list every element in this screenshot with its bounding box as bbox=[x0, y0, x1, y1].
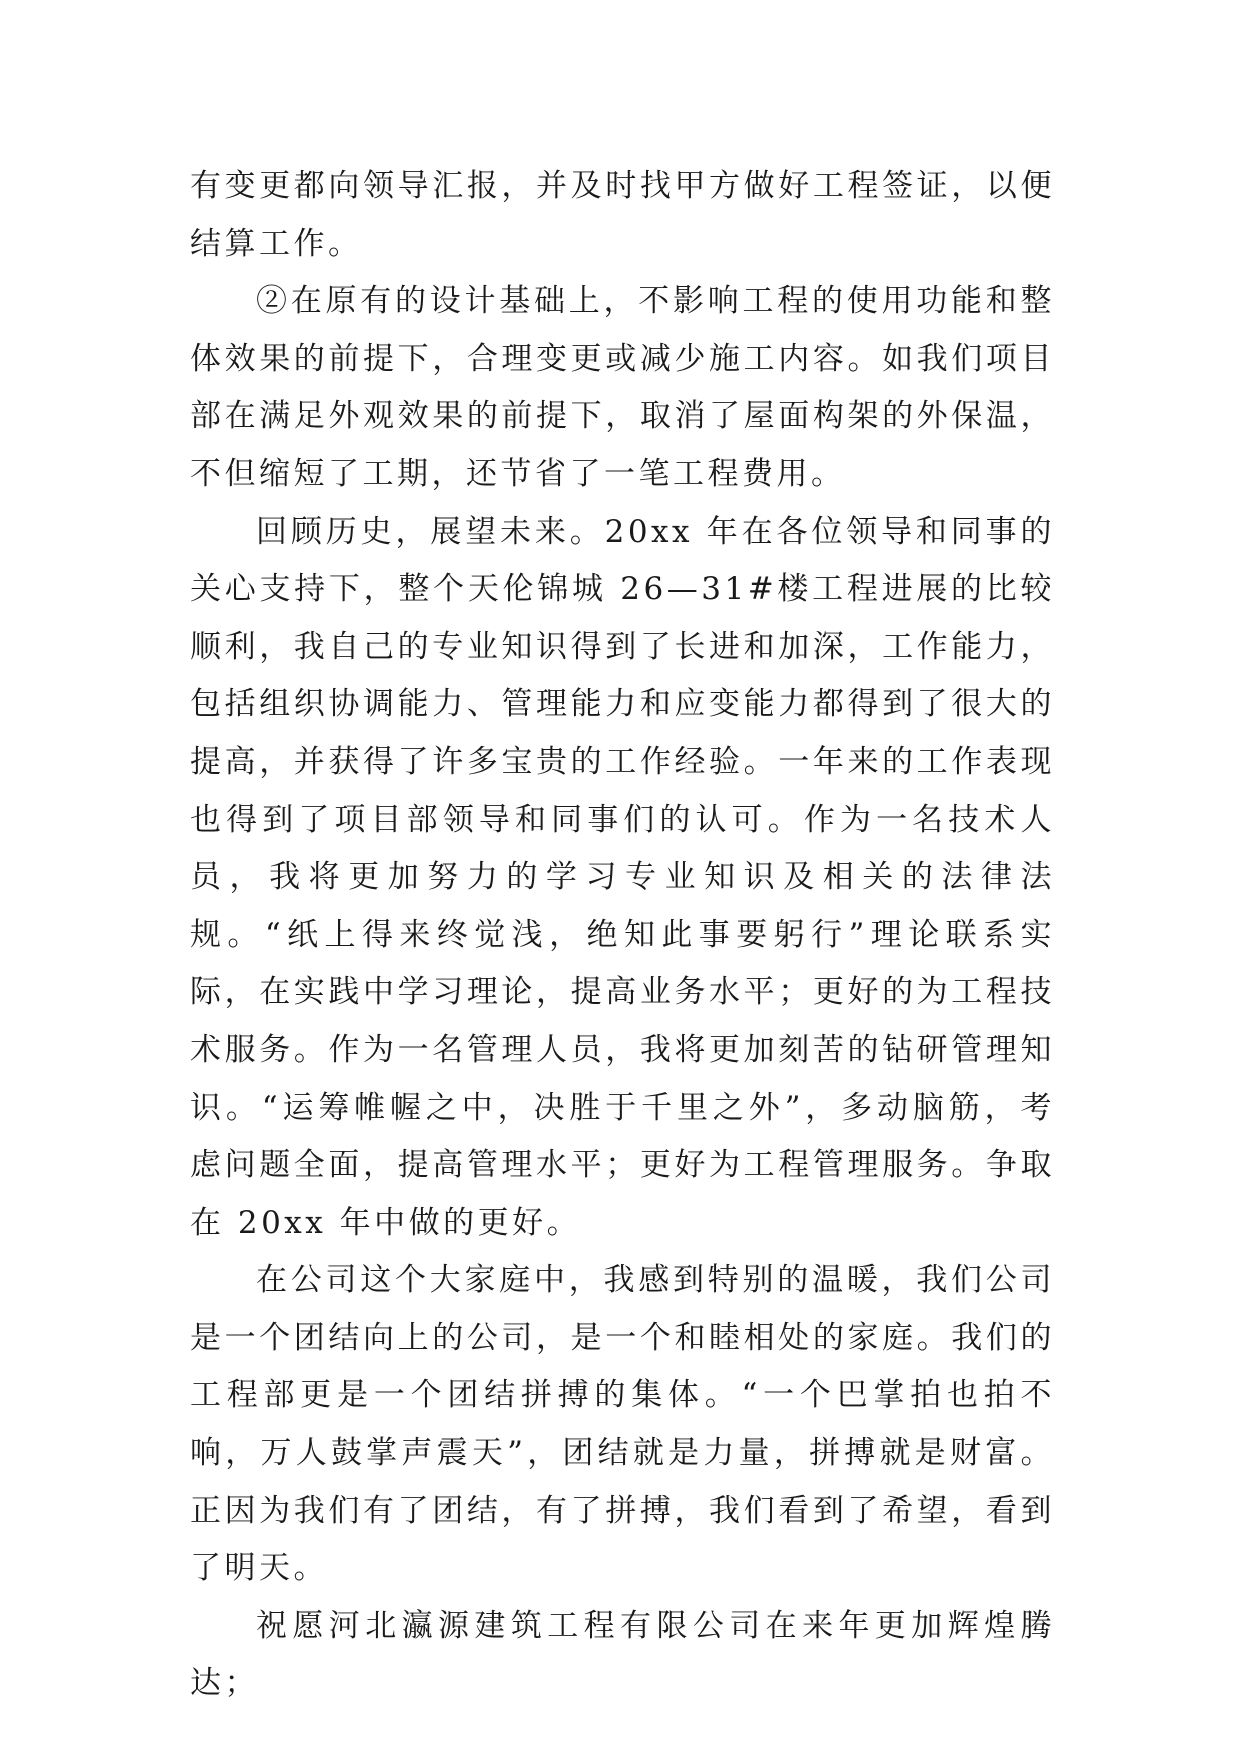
document-body bbox=[190, 158, 1055, 1713]
paragraph-design-change: ②在原有的设计基础上，不影响工程的使用功能和整体效果的前提下，合理变更或减少施工内容。如我们项目部在满足外观效果的前提下，取消了屋面构架的外保温，不但缩短了工期，还节省了一笔工程费用。 bbox=[190, 283, 1055, 492]
paragraph-wishes: 祝愿河北瀛源建筑工程有限公司在来年更加辉煌腾达； bbox=[190, 1607, 1055, 1702]
paragraph-continuation: 有变更都向领导汇报，并及时找甲方做好工程签证，以便结算工作。 bbox=[190, 168, 1055, 262]
paragraph-review-outlook: 回顾历史，展望未来。20xx 年在各位领导和同事的关心支持下，整个天伦锦城 26—31#楼工程进展的比较顺利，我自己的专业知识得到了长进和加深，工作能力，包括组织协调能力、管理能力和应变能力都得到了很大的提高，并获得了许多宝贵的工作经验。一年来的工作表现也得到了项目部领导和同事们的认可。作为一名技术人员，我将更加努力的学习专业知识及相关的法律法规。“纸上得来终觉浅，绝知此事要躬行”理论联系实际，在实践中学习理论，提高业务水平；更好的为工程技术服务。作为一名管理人员，我将更加刻苦的钻研管理知识。“运筹帷幄之中，决胜于千里之外”，多动脑筋，考虑问题全面，提高管理水平；更好为工程管理服务。争取在 20xx 年中做的更好。 bbox=[190, 513, 1055, 1241]
paragraph-company-family: 在公司这个大家庭中，我感到特别的温暖，我们公司是一个团结向上的公司，是一个和睦相处的家庭。我们的工程部更是一个团结拼搏的集体。“一个巴掌拍也拍不响，万人鼓掌声震天”，团结就是力量，拼搏就是财富。正因为我们有了团结，有了拼搏，我们看到了希望，看到了明天。 bbox=[190, 1262, 1055, 1587]
